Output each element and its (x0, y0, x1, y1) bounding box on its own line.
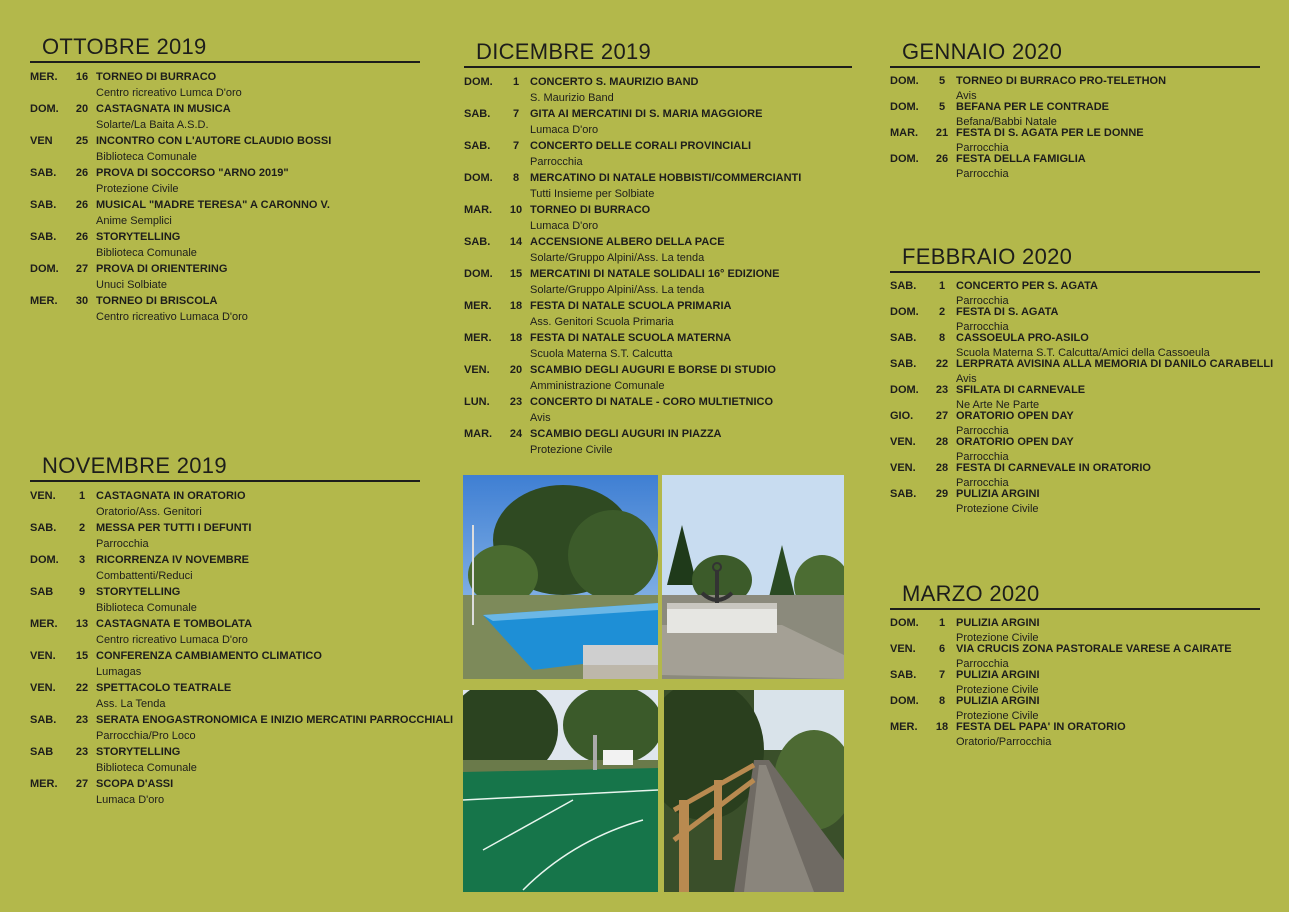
event-day: DOM. (30, 103, 59, 115)
event-organizer: Parrocchia (956, 294, 1009, 307)
event-organizer: Protezione Civile (956, 502, 1039, 515)
event-organizer: Tutti Insieme per Solbiate (530, 188, 655, 200)
event-title: BEFANA PER LE CONTRADE (956, 101, 1109, 113)
event-organizer: Parrocchia (96, 538, 149, 550)
event-date-number: 8 (938, 695, 946, 707)
event-day: MAR. (464, 204, 493, 216)
event-title: FESTA DI CARNEVALE IN ORATORIO (956, 462, 1151, 474)
wooden-path-image (664, 690, 844, 892)
event-date-number: 13 (75, 618, 89, 630)
event-entry (464, 106, 852, 138)
event-date-number: 7 (512, 140, 520, 152)
event-list (30, 69, 420, 325)
event-day: VEN. (890, 436, 916, 448)
event-organizer: Protezione Civile (956, 683, 1039, 696)
event-title: ORATORIO OPEN DAY (956, 410, 1074, 422)
event-date-number: 20 (509, 364, 523, 376)
month-title: GENNAIO 2020 (890, 38, 1260, 68)
event-list (464, 74, 852, 458)
event-entry (464, 234, 852, 266)
event-date-number: 28 (935, 436, 949, 448)
event-organizer: Parrocchia/Pro Loco (96, 730, 196, 742)
event-organizer: Parrocchia (956, 320, 1009, 333)
tennis-court-image (463, 475, 658, 679)
event-day: SAB (30, 586, 54, 598)
event-title: STORYTELLING (96, 231, 181, 243)
event-title: CONCERTO S. MAURIZIO BAND (530, 76, 699, 88)
event-date-number: 1 (78, 490, 86, 502)
event-day: LUN. (464, 396, 490, 408)
event-title: CASTAGNATA IN ORATORIO (96, 490, 246, 502)
event-day: SAB. (464, 140, 491, 152)
event-day: VEN. (890, 462, 916, 474)
event-entry (464, 170, 852, 202)
event-entry (890, 74, 1260, 103)
basketball-court-image (463, 690, 658, 892)
event-title: MERCATINI DI NATALE SOLIDALI 16° EDIZIONE (530, 268, 780, 280)
event-title: SPETTACOLO TEATRALE (96, 682, 232, 694)
event-day: MER. (464, 300, 492, 312)
event-title: SCOPA D'ASSI (96, 778, 174, 790)
event-entry (30, 165, 420, 197)
section-gennaio-2020 (890, 38, 1260, 178)
event-date-number: 26 (75, 199, 89, 211)
event-entry (30, 488, 420, 520)
event-day: DOM. (890, 695, 919, 707)
section-ottobre-2019 (30, 33, 420, 325)
event-organizer: Biblioteca Comunale (96, 247, 197, 259)
event-day: DOM. (30, 263, 59, 275)
event-date-number: 5 (938, 101, 946, 113)
month-title: DICEMBRE 2019 (464, 38, 852, 68)
event-date-number: 16 (75, 71, 89, 83)
event-title: TORNEO DI BURRACO (530, 204, 651, 216)
event-date-number: 23 (75, 746, 89, 758)
event-date-number: 23 (509, 396, 523, 408)
event-day: VEN (30, 135, 53, 147)
event-date-number: 18 (509, 332, 523, 344)
event-list (30, 488, 454, 808)
event-entry (30, 261, 420, 293)
event-entry (890, 357, 1274, 386)
event-title: STORYTELLING (96, 586, 181, 598)
event-day: SAB. (890, 358, 917, 370)
event-list (890, 74, 1260, 181)
event-day: SAB. (890, 669, 917, 681)
event-organizer: Scuola Materna S.T. Calcutta/Amici della Cassoeula (956, 346, 1210, 359)
event-organizer: Parrocchia (956, 657, 1009, 670)
event-title: FESTA DI NATALE SCUOLA PRIMARIA (530, 300, 732, 312)
event-date-number: 5 (938, 75, 946, 87)
event-title: TORNEO DI BURRACO (96, 71, 217, 83)
event-day: DOM. (890, 617, 919, 629)
event-date-number: 10 (509, 204, 523, 216)
event-date-number: 27 (75, 778, 89, 790)
section-dicembre-2019 (464, 38, 852, 458)
event-entry (464, 266, 852, 298)
event-title: PULIZIA ARGINI (956, 695, 1040, 707)
event-day: SAB. (890, 488, 917, 500)
event-organizer: Solarte/Gruppo Alpini/Ass. La tenda (530, 284, 705, 296)
event-title: ORATORIO OPEN DAY (956, 436, 1074, 448)
event-date-number: 14 (509, 236, 523, 248)
event-entry (890, 668, 1260, 697)
event-day: MAR. (890, 127, 919, 139)
event-organizer: Centro ricreativo Lumca D'oro (96, 87, 242, 99)
event-date-number: 22 (935, 358, 949, 370)
event-entry (890, 461, 1260, 490)
photo-basketball-court (463, 690, 658, 892)
event-title: FESTA DEL PAPA' IN ORATORIO (956, 721, 1126, 733)
event-organizer: Lumaca D'oro (530, 124, 599, 136)
event-day: SAB (30, 746, 54, 758)
event-entry (30, 520, 420, 552)
event-day: DOM. (890, 75, 919, 87)
event-date-number: 15 (75, 650, 89, 662)
event-title: FESTA DI NATALE SCUOLA MATERNA (530, 332, 732, 344)
event-organizer: Ass. La Tenda (96, 698, 166, 710)
event-title: FESTA DI S. AGATA (956, 306, 1059, 318)
event-date-number: 26 (935, 153, 949, 165)
event-title: SFILATA DI CARNEVALE (956, 384, 1086, 396)
event-date-number: 25 (75, 135, 89, 147)
event-organizer: Scuola Materna S.T. Calcutta (530, 348, 673, 360)
event-organizer: Protezione Civile (956, 631, 1039, 644)
event-entry (30, 712, 454, 744)
event-day: SAB. (30, 231, 57, 243)
event-date-number: 3 (78, 554, 86, 566)
event-entry (464, 74, 852, 106)
event-day: MER. (30, 618, 58, 630)
event-entry (30, 229, 420, 261)
event-organizer: Biblioteca Comunale (96, 602, 197, 614)
event-organizer: Befana/Babbi Natale (956, 115, 1057, 128)
event-date-number: 28 (935, 462, 949, 474)
section-febbraio-2020 (890, 243, 1274, 515)
event-title: CASSOEULA PRO-ASILO (956, 332, 1089, 344)
event-day: SAB. (30, 167, 57, 179)
event-date-number: 7 (512, 108, 520, 120)
event-day: GIO. (890, 410, 914, 422)
event-date-number: 27 (935, 410, 949, 422)
event-title: STORYTELLING (96, 746, 181, 758)
event-date-number: 27 (75, 263, 89, 275)
event-date-number: 15 (509, 268, 523, 280)
event-day: VEN. (30, 490, 56, 502)
event-date-number: 1 (938, 280, 946, 292)
event-date-number: 23 (935, 384, 949, 396)
event-organizer: Centro ricreativo Lumaca D'oro (96, 634, 248, 646)
month-title: MARZO 2020 (890, 580, 1260, 610)
event-title: SCAMBIO DEGLI AUGURI E BORSE DI STUDIO (530, 364, 776, 376)
event-organizer: Lumaca D'oro (96, 794, 165, 806)
event-organizer: Protezione Civile (530, 444, 613, 456)
event-title: PULIZIA ARGINI (956, 617, 1040, 629)
event-date-number: 29 (935, 488, 949, 500)
event-title: SCAMBIO DEGLI AUGURI IN PIAZZA (530, 428, 722, 440)
event-date-number: 18 (509, 300, 523, 312)
event-day: SAB. (464, 236, 491, 248)
event-organizer: Lumagas (96, 666, 142, 678)
event-organizer: Parrocchia (956, 141, 1009, 154)
event-day: MER. (30, 295, 58, 307)
event-entry (890, 694, 1260, 723)
event-organizer: Ne Arte Ne Parte (956, 398, 1040, 411)
event-entry (890, 435, 1260, 464)
event-entry (30, 552, 420, 584)
event-entry (890, 383, 1260, 412)
event-day: DOM. (464, 76, 493, 88)
event-date-number: 22 (75, 682, 89, 694)
event-entry (30, 648, 420, 680)
event-entry (30, 680, 420, 712)
event-day: DOM. (890, 153, 919, 165)
event-day: DOM. (464, 172, 493, 184)
event-entry (30, 616, 420, 648)
event-day: SAB. (30, 199, 57, 211)
event-date-number: 21 (935, 127, 949, 139)
event-entry (890, 279, 1260, 308)
event-title: MESSA PER TUTTI I DEFUNTI (96, 522, 252, 534)
photo-anchor-monument (662, 475, 844, 679)
event-organizer: Parrocchia (530, 156, 583, 168)
event-day: MER. (30, 71, 58, 83)
event-day: SAB. (890, 280, 917, 292)
event-entry (30, 133, 420, 165)
event-organizer: Parrocchia (956, 450, 1009, 463)
event-title: PROVA DI SOCCORSO "ARNO 2019" (96, 167, 289, 179)
event-title: MERCATINO DI NATALE HOBBISTI/COMMERCIANTI (530, 172, 802, 184)
event-title: PULIZIA ARGINI (956, 669, 1040, 681)
event-entry (30, 584, 420, 616)
event-day: VEN. (890, 643, 916, 655)
event-title: GITA AI MERCATINI DI S. MARIA MAGGIORE (530, 108, 763, 120)
event-organizer: Parrocchia (956, 476, 1009, 489)
event-title: FESTA DI S. AGATA PER LE DONNE (956, 127, 1144, 139)
event-organizer: Oratorio/Parrocchia (956, 735, 1052, 748)
event-date-number: 24 (509, 428, 523, 440)
event-entry (890, 305, 1260, 334)
event-title: CASTAGNATA E TOMBOLATA (96, 618, 253, 630)
event-organizer: Solarte/Gruppo Alpini/Ass. La tenda (530, 252, 705, 264)
event-organizer: Parrocchia (956, 167, 1009, 180)
event-date-number: 1 (938, 617, 946, 629)
event-title: TORNEO DI BRISCOLA (96, 295, 218, 307)
event-entry (890, 331, 1260, 360)
event-day: MER. (890, 721, 918, 733)
event-entry (464, 362, 852, 394)
event-organizer: Unuci Solbiate (96, 279, 167, 291)
event-title: PULIZIA ARGINI (956, 488, 1040, 500)
photo-wooden-path (664, 690, 844, 892)
event-entry (464, 138, 852, 170)
event-title: LERPRATA AVISINA ALLA MEMORIA DI DANILO CARABELLI (956, 358, 1274, 370)
event-entry (890, 152, 1260, 181)
event-organizer: Parrocchia (956, 424, 1009, 437)
event-title: CONFERENZA CAMBIAMENTO CLIMATICO (96, 650, 322, 662)
event-title: ACCENSIONE ALBERO DELLA PACE (530, 236, 725, 248)
event-organizer: Amministrazione Comunale (530, 380, 665, 392)
event-organizer: Solarte/La Baita A.S.D. (96, 119, 209, 131)
event-organizer: S. Maurizio Band (530, 92, 614, 104)
event-day: SAB. (30, 714, 57, 726)
event-organizer: Protezione Civile (956, 709, 1039, 722)
event-date-number: 8 (938, 332, 946, 344)
event-date-number: 2 (938, 306, 946, 318)
event-organizer: Biblioteca Comunale (96, 151, 197, 163)
month-title: FEBBRAIO 2020 (890, 243, 1260, 273)
event-day: DOM. (890, 384, 919, 396)
event-entry (464, 298, 852, 330)
event-day: VEN. (464, 364, 490, 376)
event-date-number: 30 (75, 295, 89, 307)
month-title: NOVEMBRE 2019 (30, 452, 420, 482)
event-day: DOM. (464, 268, 493, 280)
event-date-number: 23 (75, 714, 89, 726)
event-entry (30, 293, 420, 325)
event-entry (464, 394, 852, 426)
event-organizer: Combattenti/Reduci (96, 570, 193, 582)
event-date-number: 1 (512, 76, 520, 88)
event-day: DOM. (890, 101, 919, 113)
event-entry (890, 720, 1260, 749)
event-organizer: Lumaca D'oro (530, 220, 599, 232)
event-list (890, 279, 1274, 516)
event-organizer: Oratorio/Ass. Genitori (96, 506, 202, 518)
event-date-number: 6 (938, 643, 946, 655)
event-organizer: Avis (956, 89, 977, 102)
event-day: MAR. (464, 428, 493, 440)
event-day: MER. (464, 332, 492, 344)
event-organizer: Anime Semplici (96, 215, 172, 227)
event-date-number: 18 (935, 721, 949, 733)
event-organizer: Biblioteca Comunale (96, 762, 197, 774)
event-list (890, 616, 1260, 749)
event-organizer: Ass. Genitori Scuola Primaria (530, 316, 674, 328)
event-date-number: 2 (78, 522, 86, 534)
event-day: SAB. (464, 108, 491, 120)
event-title: MUSICAL "MADRE TERESA" A CARONNO V. (96, 199, 330, 211)
event-day: SAB. (890, 332, 917, 344)
event-title: VIA CRUCIS ZONA PASTORALE VARESE A CAIRATE (956, 643, 1232, 655)
event-date-number: 26 (75, 231, 89, 243)
event-title: CONCERTO DI NATALE - CORO MULTIETNICO (530, 396, 774, 408)
event-day: VEN. (30, 682, 56, 694)
event-title: INCONTRO CON L'AUTORE CLAUDIO BOSSI (96, 135, 332, 147)
month-title: OTTOBRE 2019 (30, 33, 420, 63)
event-day: SAB. (30, 522, 57, 534)
event-date-number: 9 (78, 586, 86, 598)
event-date-number: 20 (75, 103, 89, 115)
photo-tennis-court (463, 475, 658, 679)
event-title: TORNEO DI BURRACO PRO-TELETHON (956, 75, 1167, 87)
event-entry (464, 202, 852, 234)
event-entry (30, 69, 420, 101)
event-day: DOM. (30, 554, 59, 566)
event-date-number: 7 (938, 669, 946, 681)
section-marzo-2020 (890, 580, 1260, 746)
event-title: PROVA DI ORIENTERING (96, 263, 228, 275)
event-title: FESTA DELLA FAMIGLIA (956, 153, 1086, 165)
event-day: VEN. (30, 650, 56, 662)
section-novembre-2019 (30, 452, 454, 808)
event-entry (890, 409, 1260, 438)
event-title: CONCERTO DELLE CORALI PROVINCIALI (530, 140, 752, 152)
event-entry (890, 642, 1260, 671)
event-entry (464, 330, 852, 362)
event-entry (30, 776, 420, 808)
event-entry (890, 616, 1260, 645)
event-organizer: Avis (530, 412, 551, 424)
event-date-number: 8 (512, 172, 520, 184)
event-day: MER. (30, 778, 58, 790)
event-organizer: Centro ricreativo Lumaca D'oro (96, 311, 248, 323)
event-title: RICORRENZA IV NOVEMBRE (96, 554, 249, 566)
event-entry (890, 100, 1260, 129)
event-entry (30, 101, 420, 133)
event-entry (890, 487, 1260, 516)
event-organizer: Protezione Civile (96, 183, 179, 195)
event-entry (890, 126, 1260, 155)
event-title: CASTAGNATA IN MUSICA (96, 103, 231, 115)
event-date-number: 26 (75, 167, 89, 179)
event-organizer: Avis (956, 372, 977, 385)
event-title: CONCERTO PER S. AGATA (956, 280, 1098, 292)
event-entry (464, 426, 852, 458)
event-entry (30, 197, 420, 229)
anchor-monument-image (662, 475, 844, 679)
event-day: DOM. (890, 306, 919, 318)
event-entry (30, 744, 420, 776)
event-title: SERATA ENOGASTRONOMICA E INIZIO MERCATINI PARROCCHIALI (96, 714, 454, 726)
